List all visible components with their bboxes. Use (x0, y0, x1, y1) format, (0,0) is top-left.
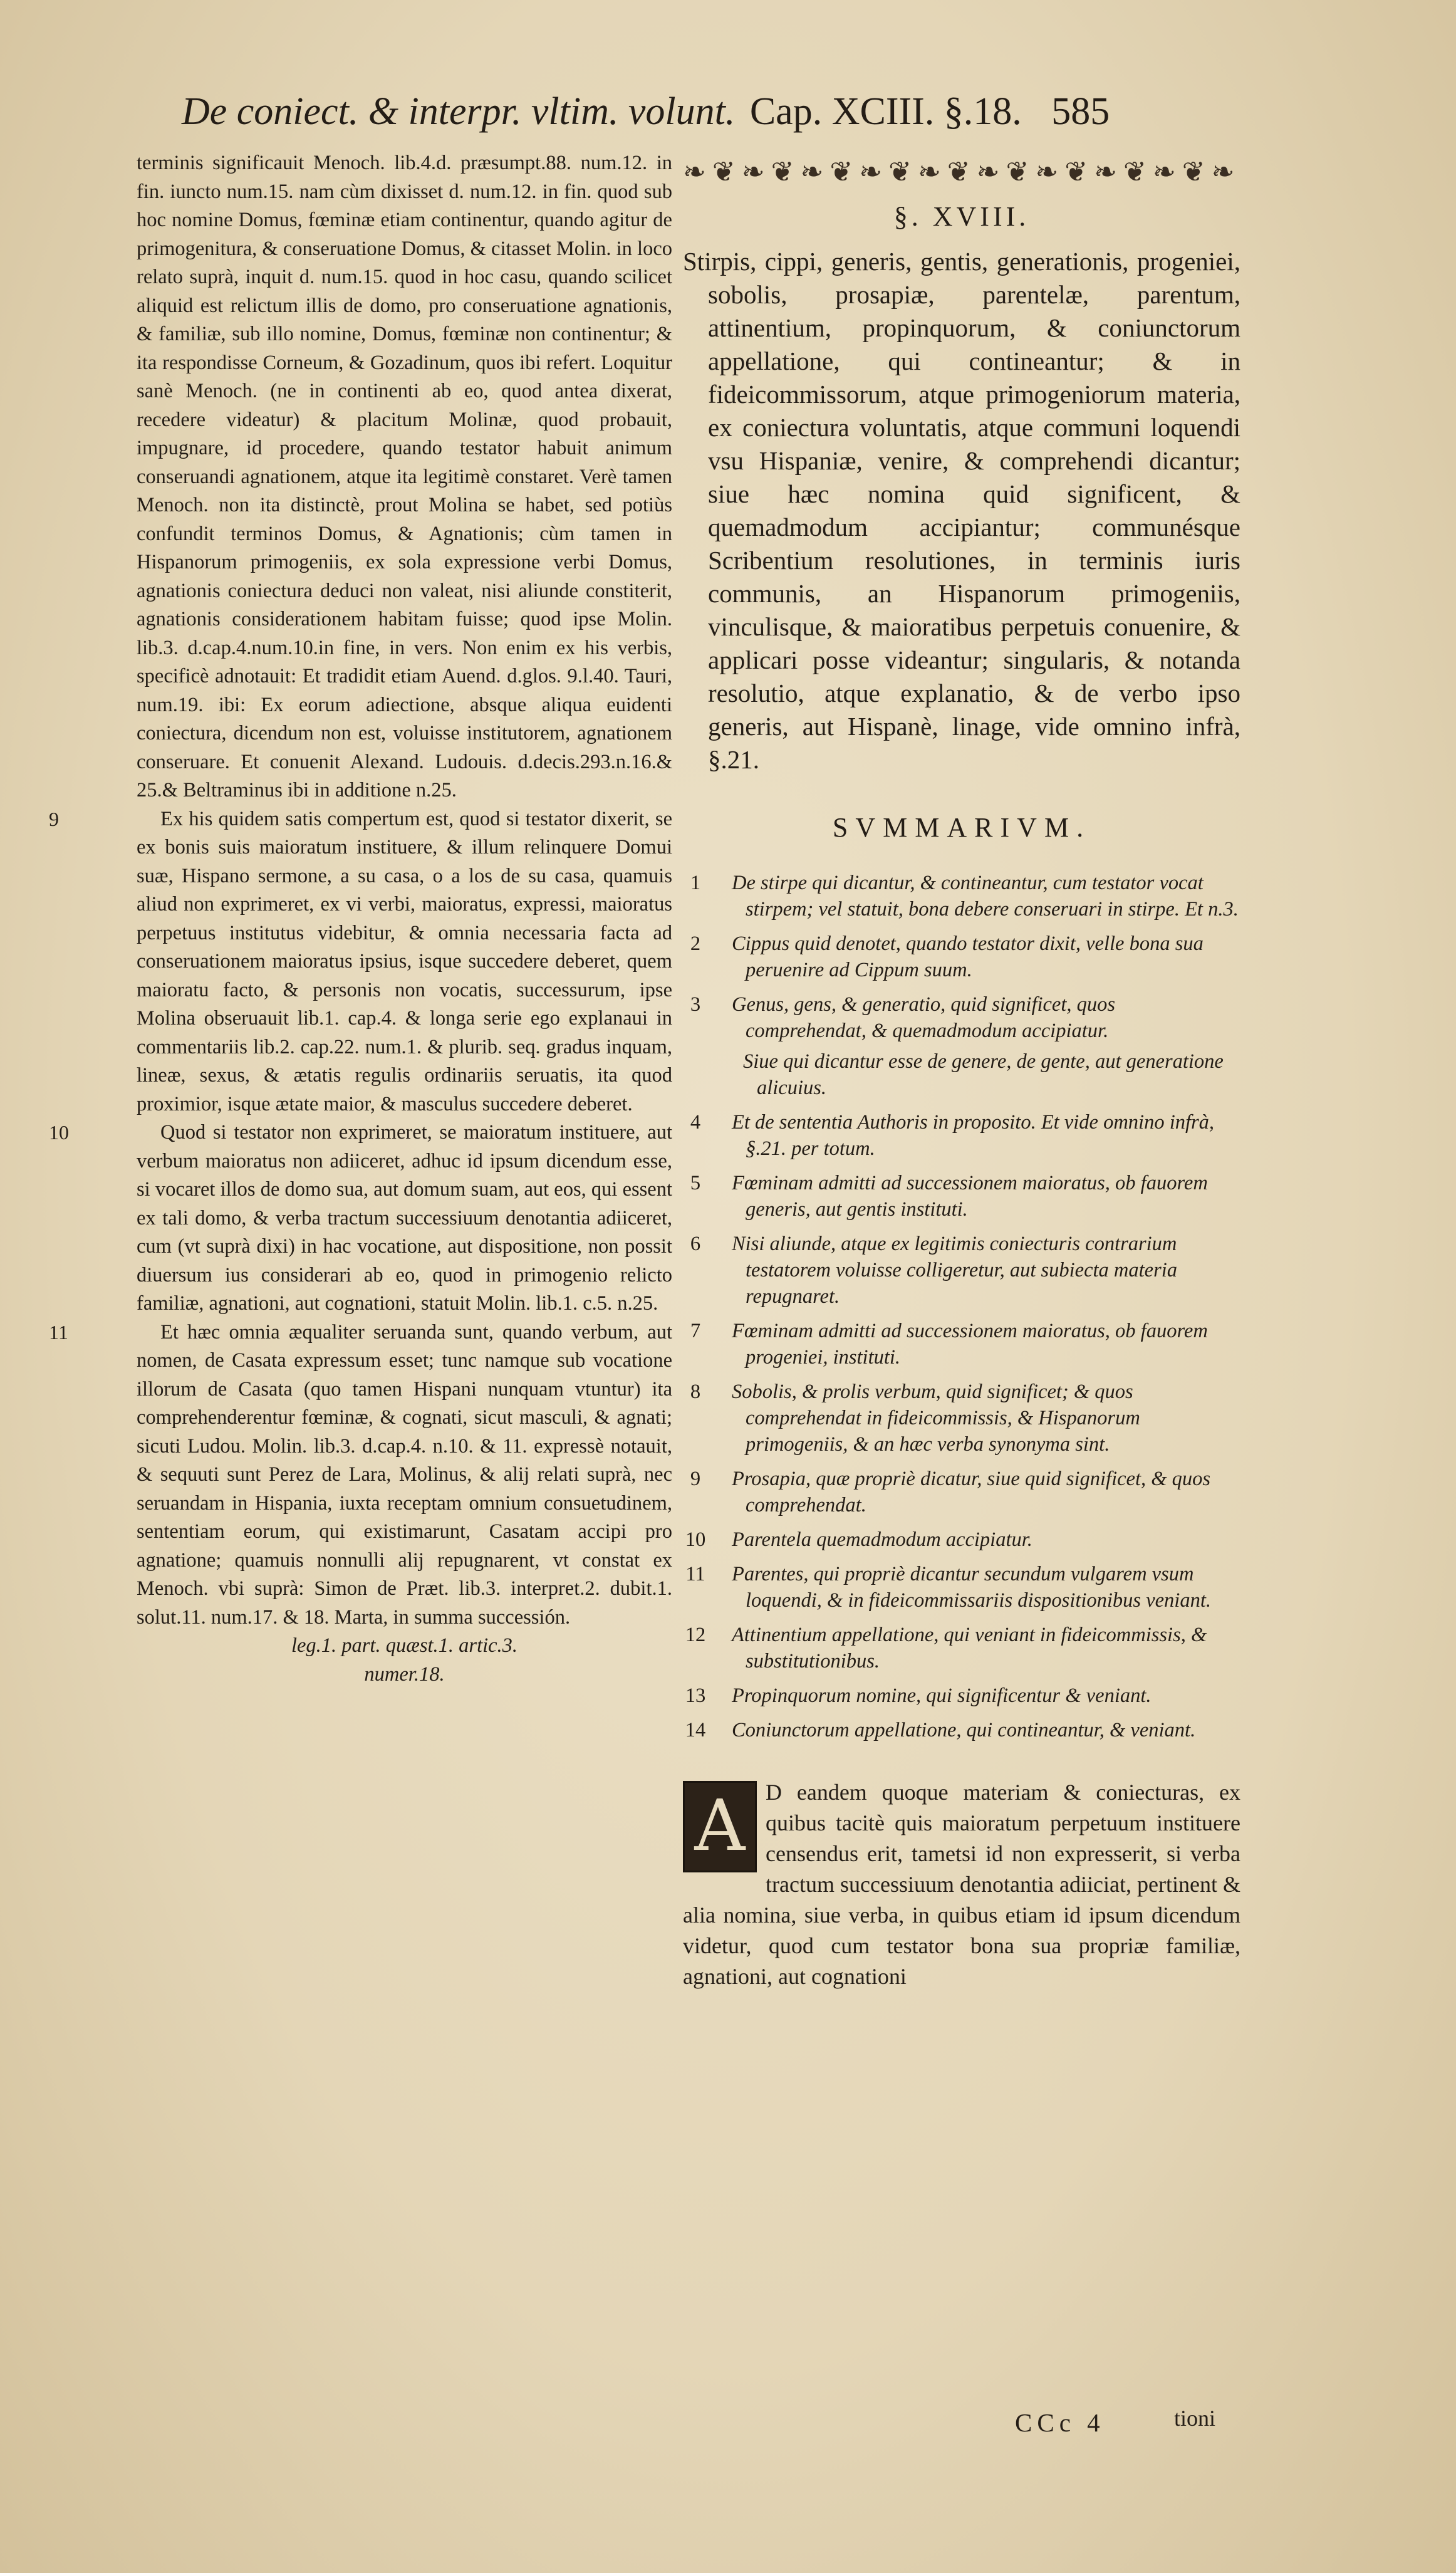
running-header (182, 86, 1240, 137)
summary-item (683, 1622, 1240, 1674)
summary-text: Sobolis, & prolis verbum, quid significet; & quos comprehendat in fideicommissis, & Hispanorum primogeniis, & an hæc verba synonyma sint. (732, 1380, 1140, 1456)
summary-number: 6 (690, 1233, 701, 1255)
summary-number: 2 (690, 932, 701, 955)
summary-number: 5 (690, 1172, 701, 1194)
summary-number: 1 (690, 872, 701, 894)
summary-text: Parentela quemadmodum accipiatur. (732, 1528, 1032, 1551)
summary-item (683, 1561, 1240, 1614)
summary-number: 4 (690, 1111, 701, 1134)
page-number: 585 (1051, 90, 1110, 133)
summary-item (683, 1109, 1240, 1162)
summary-number: 12 (685, 1624, 706, 1646)
left-column (49, 149, 672, 1689)
summary-item (683, 870, 1240, 922)
summary-number: 14 (685, 1719, 706, 1741)
summary-number: 3 (690, 993, 701, 1016)
summary-text: Fœminam admitti ad successionem maioratus, ob fauorem progeniei, instituti. (732, 1320, 1208, 1369)
summary-item (683, 1717, 1240, 1743)
numbered-paragraph-11 (49, 1318, 672, 1632)
summary-text: Coniunctorum appellatione, qui contineantur, & veniant. (732, 1719, 1196, 1741)
signature-mark: CCc 4 (1015, 2408, 1105, 2437)
section-heading: §. XVIII. (893, 201, 1030, 232)
summary-text: Parentes, qui propriè dicantur secundum vulgarem vsum loquendi, & in fideicommissariis dispositionibus veniant. (732, 1563, 1211, 1612)
summary-text: Attinentium appellatione, qui veniant in fideicommissis, & substitutionibus. (732, 1624, 1207, 1673)
summary-text: De stirpe qui dicantur, & contineantur, cum testator vocat stirpem; vel statuit, bona debere conseruari in stirpe. Et n.3. (732, 872, 1239, 921)
summary-number: 7 (690, 1320, 701, 1342)
summary-text: Fœminam admitti ad successionem maioratus, ob fauorem generis, aut gentis instituti. (732, 1172, 1208, 1221)
paragraph-continued: terminis significauit Menoch. lib.4.d. præsumpt.88. num.12. in fin. iuncto num.15. nam cùm dixisset d. num.12. in fin. quod sub hoc nomine Domus, fœminæ etiam continentur, quando agitur de primogenitura, & conseruatione Domus, & citasset Molin. in loco relato suprà, inquit d. num.15. quod in hoc casu, quando scilicet aliquid est relictum illis de domo, pro conseruatione agnationis, & familiæ, sub illo nomine, Domus, fœminæ non continentur; & ita respondisse Corneum, & Gozadinum, quos ibi refert. Loquitur sanè Menoch. (ne in continenti ab eo, quod antea dixerat, recedere videatur) & placitum Molinæ, quod probauit, impugnare, id procedere, quando testator habuit animum conseruandi agnationem, atque ita legitimè constaret. Verè tamen Menoch. non ita distinctè, prout Molina se habet, sed potiùs confundit terminos Domus, & Agnationis; cùm tamen in Hispanorum primogeniis, ex sola expressione verbi Domus, agnationis coniectura deduci non valeat, nisi aliunde constiterit, agnationis considerationem habitam fuisse; quod ipse Molin. lib.3. d.cap.4.num.10.in fine, in vers. Non enim ex his verbis, specificè adnotauit: Et tradidit etiam Auend. d.glos. 9.l.40. Tauri, num.19. ibi: Ex eorum adiectione, absque aliqua euidenti coniectura, dicendum non est, voluisse institutorem, agnationem conseruare. Et conuenit Alexand. Ludouis. d.decis.293.n.16.& 25.& Beltraminus ibi in additione n.25. (137, 152, 672, 801)
margin-number: 10 (49, 1121, 69, 1144)
citation-line: leg.1. part. quæst.1. artic.3. (291, 1634, 518, 1657)
body-text: D eandem quoque materiam & coniecturas, ex quibus tacitè quis maioratum perpetuum instituere censendus erit, tametsi id non expresserit, si verba tractum successiuum denotantia adiiciat, pertinent & alia nomina, siue verba, in quibus etiam id ipsum dicendum videtur, quod cum testator bona sua propriæ familiæ, agnationi, aut cognationi (683, 1780, 1240, 1989)
summary-item (683, 1318, 1240, 1370)
section-intro: Stirpis, cippi, generis, gentis, generationis, progeniei, sobolis, prosapiæ, parentelæ, parentum, attinentium, propinquorum, & coniunctorum appellatione, qui contineantur; & in fideicommissorum, atque primogeniorum materia, ex coniectura voluntatis, atque communi loquendi vsu Hispaniæ, venire, & comprehendi dicantur; siue hæc nomina quid significent, & quemadmodum accipiantur; communésque Scribentium resolutiones, in terminis iuris communis, an Hispanorum primogeniis, vinculisque, & maioratibus perpetuis conuenire, & applicari posse videantur; singularis, & notanda resolutio, atque explanatio, & de verbo ipso generis, aut Hispanè, linage, vide omnino infrà, §.21. (683, 247, 1240, 774)
paragraph-text: Ex his quidem satis compertum est, quod si testator dixerit, se ex bonis suis maioratum instituere, & illum relinquere Domui suæ, Hispano sermone, a su casa, o a los de su casa, quamuis aliud non exprimeret, ex vi verbi, maioratus, expressi, maioratus perpetuus institutus videbitur, & omnia necessaria facta ad conseruationem maioratus ipsius, isque succedere deberet, quem maioratu facto, & personis non vocatis, successurum, ipse Molina obseruauit lib.1. cap.4. & longa serie ego explanaui in commentariis lib.2. cap.22. num.1. & plurib. seq. gradus inquam, lineæ, sexus, & ætatis regulis ordinariis seruatis, ita quod proximior, isque ætate maior, & masculus succedere deberet. (137, 807, 672, 1115)
summary-item (683, 931, 1240, 983)
summary-number: 8 (690, 1380, 701, 1403)
summary-text: Genus, gens, & generatio, quid significet, quos comprehendat, & quemadmodum accipiatur. (732, 993, 1116, 1042)
margin-number: 11 (49, 1320, 68, 1344)
catchword: tioni (1174, 2406, 1216, 2431)
margin-number: 9 (49, 807, 59, 830)
running-title: De coniect. & interpr. vltim. volunt. (182, 90, 736, 133)
numbered-paragraph-9 (49, 805, 672, 1119)
summary-item (683, 1048, 1240, 1101)
summary-item (683, 1683, 1240, 1709)
summary-text: Propinquorum nomine, qui significentur & veniant. (732, 1684, 1152, 1707)
summary-item (683, 1231, 1240, 1310)
summary-item (683, 991, 1240, 1044)
summary-number: 9 (690, 1468, 701, 1490)
summary-text: Cippus quid denotet, quando testator dixit, velle bona sua peruenire ad Cippum suum. (732, 932, 1204, 981)
chapter-reference: Cap. XCIII. §.18. (749, 90, 1022, 133)
summary-number: 10 (685, 1528, 706, 1551)
summary-item (683, 1170, 1240, 1223)
right-column (683, 149, 1240, 1992)
summary-number: 13 (685, 1684, 706, 1707)
summary-text: Nisi aliunde, atque ex legitimis coniecturis contrarium testatorem voluisse colligeretur, aut subiecta materia repugnaret. (732, 1233, 1178, 1308)
summary-number: 11 (685, 1563, 705, 1585)
section-body (683, 1777, 1240, 1992)
citation-line: numer.18. (364, 1662, 445, 1686)
numbered-paragraph-10 (49, 1119, 672, 1318)
summary-item (683, 1466, 1240, 1518)
summary-text: Et de sententia Authoris in proposito. Et vide omnino infrà, §.21. per totum. (732, 1111, 1215, 1160)
paragraph-text: Et hæc omnia æqualiter seruanda sunt, quando verbum, aut nomen, de Casata expressum esset; tunc namque sub vocatione illorum de Casata (quo tamen Hispani nunquam vtuntur) ita comprehenderentur fœminæ, & cognati, sicut masculi, & agnati; sicuti Ludou. Molin. lib.3. d.cap.4. n.10. & 11. expressè notauit, & sequuti sunt Perez de Lara, Molinus, & alij relati suprà, nec seruandam in Hispania, iuxta receptam omnium consuetudinem, sententiam eorum, qui existimarunt, Casatam accipi pro agnatione; quamuis nonnulli alij repugnarent, vt constat ex Menoch. vbi suprà: Simon de Præt. lib.3. interpret.2. dubit.1. solut.11. num.17. & 18. Marta, in summa successión. (137, 1320, 672, 1629)
summary-list (683, 870, 1240, 1743)
summary-text: Siue qui dicantur esse de genere, de gente, aut generatione alicuius. (743, 1050, 1224, 1099)
summary-text: Prosapia, quæ propriè dicatur, siue quid significet, & quos comprehendat. (732, 1468, 1211, 1516)
fleuron-ornament: ❧❦❧❦❧❦❧❦❧❦❧❦❧❦❧❦❧❦❧ (683, 157, 1241, 187)
summary-heading: SVMMARIVM. (832, 812, 1091, 843)
summary-item (683, 1527, 1240, 1553)
summary-item (683, 1379, 1240, 1458)
paragraph-text: Quod si testator non exprimeret, se maioratum instituere, aut verbum maioratus non adiiceret, adhuc id ipsum dicendum esse, si vocaret illos de domo sua, aut domum suam, aut eos, qui essent ex tali domo, & verba tractum successiuum denotantia adiiceret, cum (vt suprà dixi) in hac vocatione, aut dispositione, non possit diuersum ius considerari ab eo, quod in primogenio relicto familiæ, agnationi, aut cognationi, statuit Molin. lib.1. c.5. n.25. (137, 1121, 672, 1315)
drop-cap-initial: A (683, 1781, 757, 1872)
